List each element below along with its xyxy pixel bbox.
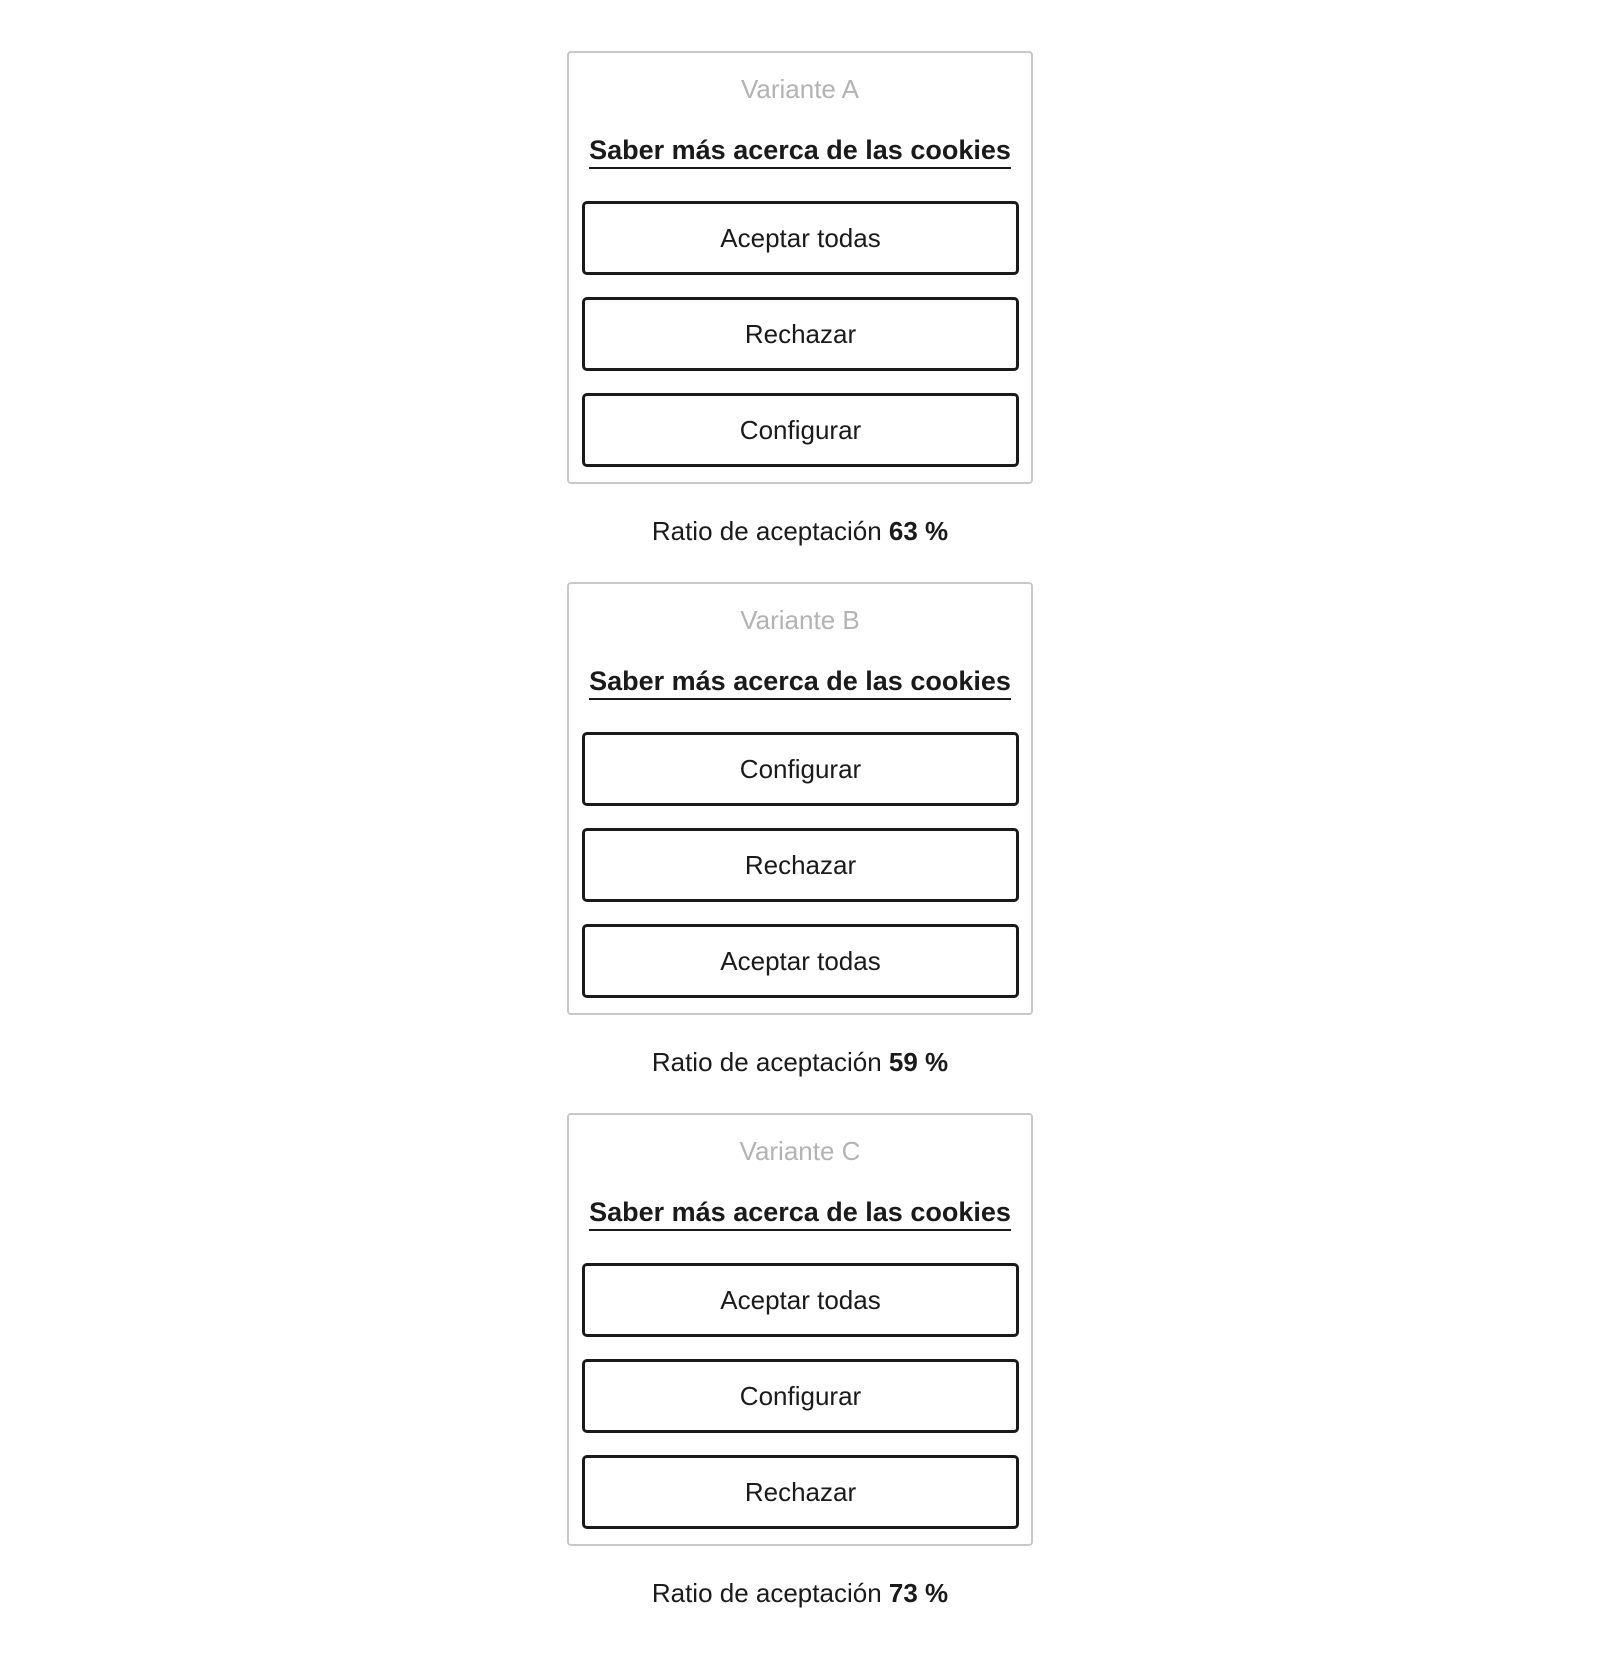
learn-more-cookies-link[interactable] <box>569 1195 1031 1229</box>
variant-label: Variante B <box>740 605 860 635</box>
cookie-banner-variant-c <box>567 1113 1033 1546</box>
accept-all-button[interactable]: Aceptar todas <box>582 1263 1019 1337</box>
learn-more-cookies-text[interactable]: Saber más acerca de las cookies <box>589 666 1011 700</box>
cookie-banner-variant-b <box>567 582 1033 1015</box>
acceptance-ratio-label: Ratio de aceptación <box>651 1047 882 1077</box>
learn-more-cookies-text[interactable]: Saber más acerca de las cookies <box>589 135 1011 169</box>
acceptance-ratio-label: Ratio de aceptación <box>651 516 882 546</box>
configure-button[interactable]: Configurar <box>582 393 1019 467</box>
acceptance-ratio-value: 59 % <box>888 1047 949 1077</box>
learn-more-cookies-link[interactable] <box>569 664 1031 698</box>
accept-all-button[interactable]: Aceptar todas <box>582 924 1019 998</box>
reject-button[interactable]: Rechazar <box>582 297 1019 371</box>
variant-c-block <box>567 1113 1033 1611</box>
learn-more-cookies-link[interactable] <box>569 133 1031 167</box>
learn-more-cookies-text[interactable]: Saber más acerca de las cookies <box>589 1197 1011 1231</box>
reject-button[interactable]: Rechazar <box>582 1455 1019 1529</box>
variant-label: Variante A <box>740 74 860 104</box>
acceptance-ratio <box>567 1044 1033 1080</box>
acceptance-ratio-value: 63 % <box>888 516 949 546</box>
acceptance-ratio <box>567 1575 1033 1611</box>
reject-button[interactable]: Rechazar <box>582 828 1019 902</box>
acceptance-ratio-value: 73 % <box>888 1578 949 1608</box>
cookie-banner-variant-a <box>567 51 1033 484</box>
variant-b-block <box>567 582 1033 1080</box>
configure-button[interactable]: Configurar <box>582 732 1019 806</box>
acceptance-ratio <box>567 513 1033 549</box>
accept-all-button[interactable]: Aceptar todas <box>582 201 1019 275</box>
configure-button[interactable]: Configurar <box>582 1359 1019 1433</box>
acceptance-ratio-label: Ratio de aceptación <box>651 1578 882 1608</box>
variant-a-block <box>567 51 1033 549</box>
variant-label: Variante C <box>739 1136 861 1166</box>
